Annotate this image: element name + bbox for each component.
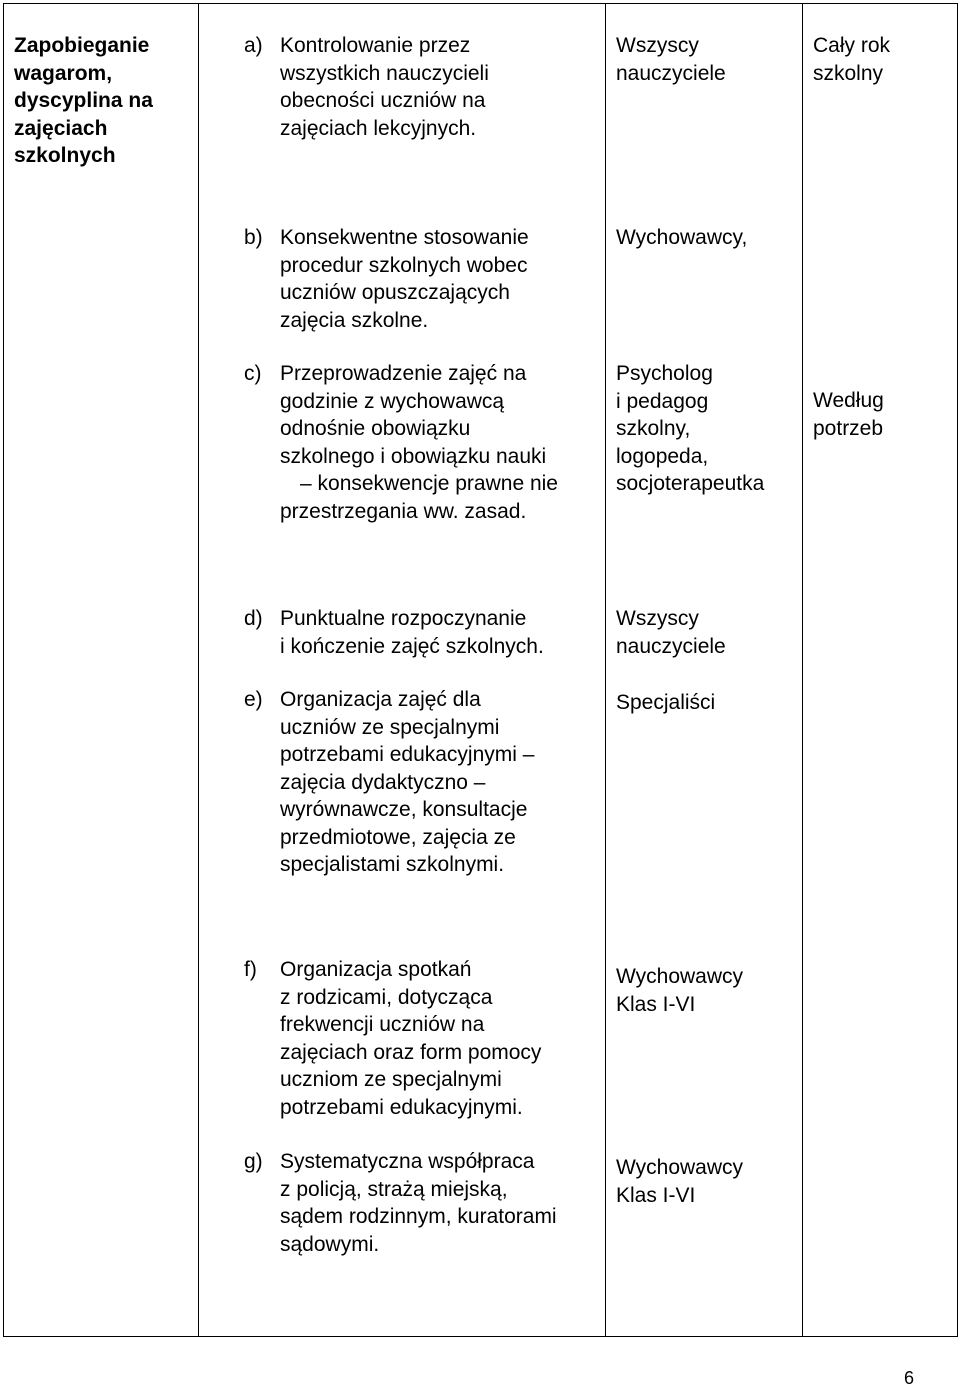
section-title-line: wagarom, [14, 61, 113, 85]
responsible-line: Klas I-VI [616, 1183, 696, 1207]
task-line: Punktualne rozpoczynanie [280, 607, 527, 630]
section-title-line: zajęciach [14, 116, 108, 140]
task-label: c) [244, 362, 262, 385]
task-line: Kontrolowanie przez [280, 34, 471, 57]
task-line: i kończenie zajęć szkolnych. [280, 634, 544, 658]
responsible-f [616, 963, 743, 1018]
responsible-line: Wszyscy [616, 34, 699, 57]
task-label: f) [244, 958, 257, 981]
task-line: wszystkich nauczycieli [280, 61, 489, 85]
task-line: Organizacja zajęć dla [280, 688, 481, 711]
responsible-line: Wychowawcy, [616, 226, 748, 249]
responsible-c [616, 360, 764, 498]
task-line: uczniów opuszczających [280, 281, 510, 304]
responsible-line: socjoterapeutka [616, 472, 765, 495]
task-line: Systematyczna współpraca [280, 1150, 535, 1173]
task-label: d) [244, 607, 263, 630]
task-line: odnośnie obowiązku [280, 417, 471, 440]
task-line: szkolnego i obowiązku nauki [280, 444, 547, 468]
responsible-line: logopeda, [616, 444, 709, 468]
responsible-d [616, 605, 726, 660]
column-divider-3 [802, 3, 803, 1337]
responsible-line: szkolny, [616, 417, 691, 440]
task-line: Konsekwentne stosowanie [280, 226, 529, 249]
deadline-line: szkolny [813, 61, 884, 85]
task-line: zajęciach lekcyjnych. [280, 116, 477, 140]
task-line: Przeprowadzenie zajęć na [280, 362, 527, 385]
section-title [14, 32, 153, 170]
task-line: zajęcia szkolne. [280, 308, 429, 332]
deadline-c [813, 387, 884, 442]
responsible-e [616, 689, 715, 717]
responsible-line: Specjaliści [616, 691, 716, 714]
section-title-line: Zapobieganie [14, 34, 150, 57]
task-line: sądowymi. [280, 1232, 380, 1256]
task-line: z rodzicami, dotycząca [280, 985, 493, 1009]
responsible-line: Klas I-VI [616, 992, 696, 1016]
responsible-line: Wszyscy [616, 607, 699, 630]
responsible-line: nauczyciele [616, 634, 726, 658]
task-label: a) [244, 34, 263, 57]
task-line: zajęciach oraz form pomocy [280, 1040, 542, 1064]
deadline-line: Według [813, 389, 884, 412]
responsible-g [616, 1154, 743, 1209]
task-label: e) [244, 688, 263, 711]
responsible-line: Wychowawcy [616, 1156, 744, 1179]
task-line: przestrzegania ww. zasad. [280, 499, 527, 523]
responsible-line: Psycholog [616, 362, 713, 385]
responsible-line: i pedagog [616, 389, 709, 413]
task-line: potrzebami edukacyjnymi – [280, 743, 535, 766]
task-label: b) [244, 226, 263, 249]
deadline-a [813, 32, 890, 87]
task-line: uczniom ze specjalnymi [280, 1068, 502, 1091]
deadline-line: Cały rok [813, 34, 891, 57]
task-line: przedmiotowe, zajęcia ze [280, 825, 516, 849]
task-line: zajęcia dydaktyczno – [280, 770, 486, 794]
task-label: g) [244, 1150, 263, 1173]
responsible-line: nauczyciele [616, 61, 726, 85]
task-line: uczniów ze specjalnymi [280, 715, 500, 739]
task-line: potrzebami edukacyjnymi. [280, 1095, 523, 1119]
section-title-line: dyscyplina na [14, 89, 153, 112]
responsible-b [616, 224, 747, 252]
task-line: obecności uczniów na [280, 89, 486, 112]
responsible-a [616, 32, 726, 87]
page-number: 6 [903, 1368, 914, 1388]
task-line: Organizacja spotkań [280, 958, 472, 981]
task-line: procedur szkolnych wobec [280, 253, 528, 277]
section-title-line: szkolnych [14, 144, 116, 167]
task-line: specjalistami szkolnymi. [280, 853, 505, 876]
task-line: frekwencji uczniów na [280, 1013, 485, 1036]
responsible-line: Wychowawcy [616, 965, 744, 988]
table-border [3, 3, 958, 1337]
column-divider-2 [605, 3, 606, 1337]
task-line: wyrównawcze, konsultacje [280, 798, 528, 821]
deadline-line: potrzeb [813, 416, 884, 440]
task-line: sądem rodzinnym, kuratorami [280, 1205, 557, 1228]
task-line: – konsekwencje prawne nie [300, 472, 558, 495]
task-line: z policją, strażą miejską, [280, 1177, 508, 1201]
column-divider-1 [198, 3, 199, 1337]
task-line: godzinie z wychowawcą [280, 389, 505, 413]
